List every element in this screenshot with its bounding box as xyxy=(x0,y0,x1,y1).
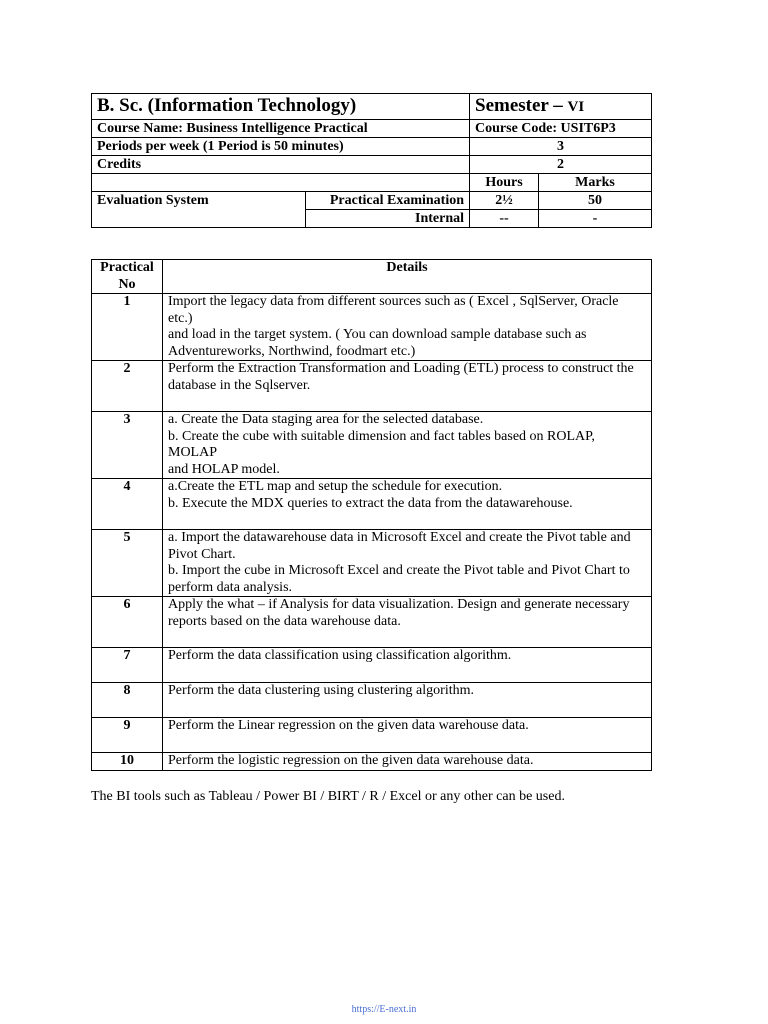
practical-exam-marks: 50 xyxy=(539,192,652,210)
course-name: Course Name: Business Intelligence Practical xyxy=(92,120,470,138)
semester-value: VI xyxy=(567,99,585,115)
practical-detail-line: and HOLAP model. xyxy=(168,461,280,477)
col-header-details: Details xyxy=(163,260,652,294)
credits-label: Credits xyxy=(92,156,470,174)
practical-row xyxy=(92,683,652,718)
practical-detail-line: Perform the data clustering using clustering algorithm. xyxy=(168,683,474,698)
empty-cell xyxy=(92,174,470,192)
practical-detail-line: Perform the data classification using classification algorithm. xyxy=(168,648,512,663)
practical-detail-line: a.Create the ETL map and setup the schedule for execution. xyxy=(168,479,503,494)
periods-value: 3 xyxy=(470,138,652,156)
practical-details xyxy=(163,597,652,648)
practical-detail-line: reports based on the data warehouse data. xyxy=(168,613,401,629)
evaluation-label: Evaluation System xyxy=(92,192,306,228)
semester-cell xyxy=(470,94,652,120)
practical-detail-line: Perform the logistic regression on the given data warehouse data. xyxy=(168,753,534,768)
semester-dash: – xyxy=(553,95,563,116)
marks-header: Marks xyxy=(539,174,652,192)
practical-detail-line: b. Create the cube with suitable dimension and fact tables based on ROLAP, MOLAP xyxy=(168,428,595,460)
practical-number: 5 xyxy=(92,530,163,597)
practical-row xyxy=(92,718,652,753)
practical-row xyxy=(92,412,652,479)
practical-detail-line: Adventureworks, Northwind, foodmart etc.) xyxy=(168,343,416,359)
hours-header: Hours xyxy=(470,174,539,192)
practical-details xyxy=(163,530,652,597)
practical-number: 8 xyxy=(92,683,163,718)
practical-number: 2 xyxy=(92,361,163,412)
practical-details xyxy=(163,361,652,412)
tools-note: The BI tools such as Tableau / Power BI / BIRT / R / Excel or any other can be used. xyxy=(91,789,565,804)
internal-label: Internal xyxy=(306,210,470,228)
practical-row xyxy=(92,648,652,683)
practical-details xyxy=(163,648,652,683)
practical-row xyxy=(92,530,652,597)
course-info-table xyxy=(91,93,652,228)
internal-hours: -- xyxy=(470,210,539,228)
practical-detail-line: Import the legacy data from different sources such as ( Excel , SqlServer, Oracle etc.) xyxy=(168,294,619,326)
course-code: Course Code: USIT6P3 xyxy=(470,120,652,138)
practical-details xyxy=(163,479,652,530)
practical-number: 4 xyxy=(92,479,163,530)
practical-number: 3 xyxy=(92,412,163,479)
practical-detail-line: and load in the target system. ( You can download sample database such as xyxy=(168,327,587,342)
internal-marks: - xyxy=(539,210,652,228)
practical-number: 9 xyxy=(92,718,163,753)
footer-link[interactable]: https://E-next.in xyxy=(351,1004,417,1015)
semester-label: Semester xyxy=(475,95,549,116)
practical-detail-line: Apply the what – if Analysis for data visualization. Design and generate necessary xyxy=(168,597,630,612)
practical-number: 1 xyxy=(92,294,163,361)
practical-row xyxy=(92,479,652,530)
practical-exam-hours: 2½ xyxy=(470,192,539,210)
practical-row xyxy=(92,361,652,412)
practical-detail-line: a. Create the Data staging area for the selected database. xyxy=(168,412,484,427)
practical-details xyxy=(163,683,652,718)
practical-row xyxy=(92,753,652,771)
practical-row xyxy=(92,597,652,648)
practical-detail-line: database in the Sqlserver. xyxy=(168,377,311,393)
practical-number: 7 xyxy=(92,648,163,683)
program-title: B. Sc. (Information Technology) xyxy=(92,94,470,120)
practical-exam-label: Practical Examination xyxy=(306,192,470,210)
practical-details xyxy=(163,753,652,771)
practical-detail-line: Perform the Linear regression on the given data warehouse data. xyxy=(168,718,529,733)
credits-value: 2 xyxy=(470,156,652,174)
practical-detail-line: Perform the Extraction Transformation and Loading (ETL) process to construct the xyxy=(168,361,634,376)
practical-details xyxy=(163,412,652,479)
practical-detail-line: b. Import the cube in Microsoft Excel and create the Pivot table and Pivot Chart to xyxy=(168,563,630,578)
practical-details xyxy=(163,718,652,753)
practical-number: 6 xyxy=(92,597,163,648)
practical-number: 10 xyxy=(92,753,163,771)
col-header-no: Practical No xyxy=(92,260,163,294)
practical-detail-line: b. Execute the MDX queries to extract the data from the datawarehouse. xyxy=(168,495,573,511)
periods-label: Periods per week (1 Period is 50 minutes) xyxy=(92,138,470,156)
practical-row xyxy=(92,294,652,361)
practical-detail-line: a. Import the datawarehouse data in Microsoft Excel and create the Pivot table and xyxy=(168,530,631,545)
practical-detail-line: Pivot Chart. xyxy=(168,546,236,562)
practical-detail-line: perform data analysis. xyxy=(168,579,293,595)
practical-details xyxy=(163,294,652,361)
practicals-table xyxy=(91,259,652,771)
